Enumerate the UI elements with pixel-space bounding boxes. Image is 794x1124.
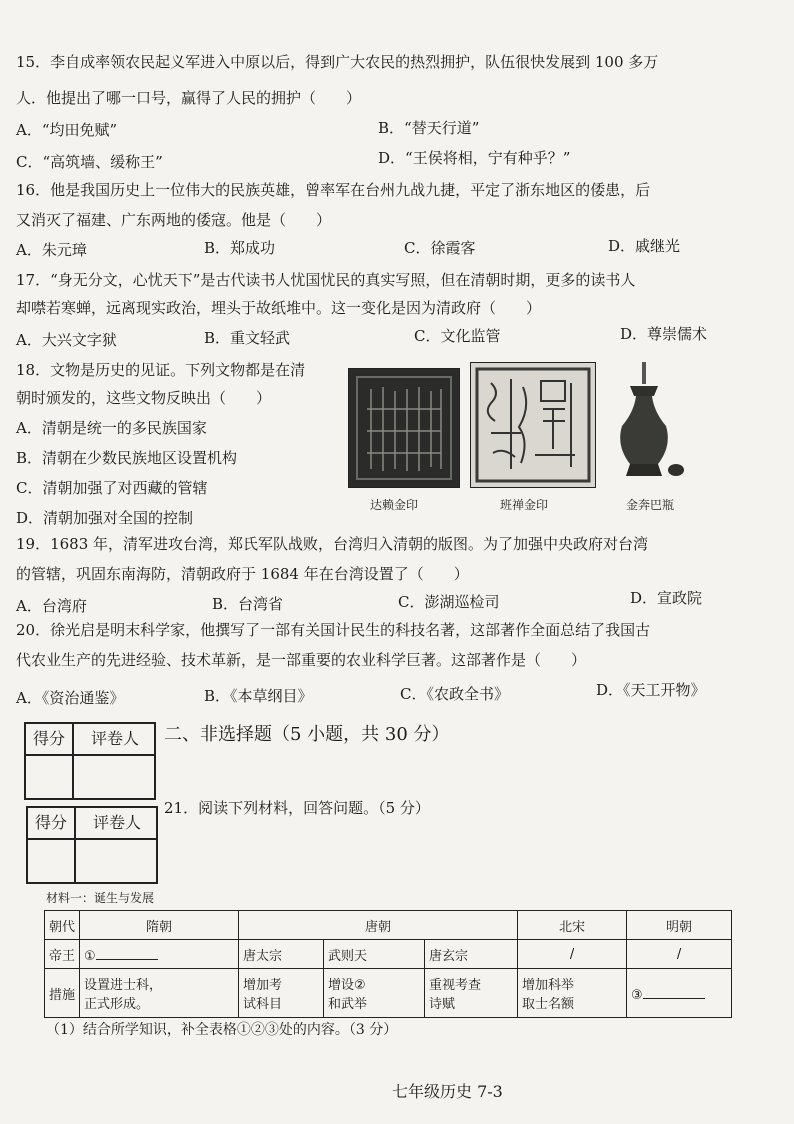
q17-option-c: C．文化监管 (414, 327, 501, 345)
taizong-measure-line2: 试科目 (243, 997, 283, 1012)
dalai-gold-seal-image (348, 368, 460, 488)
cell-header-measure: 措施 (45, 969, 80, 1018)
cell-xuanzong-measure (425, 969, 518, 1018)
exam-system-table (44, 910, 732, 1018)
grader-label: 评卷人 (90, 729, 139, 748)
q15-stem-line2: 人．他提出了哪一口号，赢得了人民的拥护（ ） (16, 89, 362, 107)
material1-title: 材料一：诞生与发展 (46, 891, 155, 905)
cell-tang-taizong: 唐太宗 (239, 940, 324, 969)
q18-option-b: B．清朝在少数民族地区设置机构 (16, 449, 238, 467)
q20-option-a: A．《资治通鉴》 (16, 689, 125, 707)
score-label: 得分 (34, 813, 67, 832)
cell-ming: 明朝 (627, 911, 732, 940)
xuanzong-measure-line1: 重视考查 (429, 978, 482, 993)
q17-stem-line2: 却噤若寒蝉，远离现实政治，埋头于故纸堆中。这一变化是因为清政府（ ） (16, 299, 542, 317)
q15-stem-line1: 15．李自成率领农民起义军进入中原以后，得到广大农民的热烈拥护，队伍很快发展到 100 多万 (16, 53, 659, 71)
cell-ming-emperor: / (627, 940, 732, 969)
score-box-section2 (24, 722, 156, 800)
cell-song-measure (518, 969, 627, 1018)
q18-option-a: A．清朝是统一的多民族国家 (16, 419, 207, 437)
q18-stem-line2: 朝时颁发的，这些文物反映出（ ） (16, 389, 272, 407)
sui-measure-line1: 设置进士科， (84, 978, 163, 993)
q16-stem-line2: 又消灭了福建、广东两地的倭寇。他是（ ） (16, 211, 332, 229)
q19-option-d: D．宣政院 (630, 589, 703, 607)
taizong-measure-line1: 增加考 (243, 978, 283, 993)
q19-option-b: B．台湾省 (212, 595, 284, 613)
cell-song-emperor: / (518, 940, 627, 969)
q20-option-b: B．《本草纲目》 (204, 687, 313, 705)
blank-3-label: ③ (631, 987, 643, 1003)
cell-sui-measure (80, 969, 239, 1018)
q17-option-a: A．大兴文字狱 (16, 331, 117, 349)
q18-option-c: C．清朝加强了对西藏的管辖 (16, 479, 208, 497)
q19-option-c: C．澎湖巡检司 (398, 593, 500, 611)
q16-option-d: D．戚继光 (608, 237, 681, 255)
q20-stem-line2: 代农业生产的先进经验、技术革新，是一部重要的农业科学巨著。这部著作是（ ） (16, 651, 587, 669)
page-footer: 七年级历史 7-3 (392, 1082, 503, 1101)
cell-tang: 唐朝 (239, 911, 518, 940)
q18-stem-line1: 18．文物是历史的见证。下列文物都是在清 (16, 361, 306, 379)
score-box-q21 (26, 806, 158, 884)
q15-option-d: D．“王侯将相，宁有种乎？” (378, 149, 571, 167)
sui-measure-line2: 正式形成。 (84, 997, 150, 1012)
q21-subquestion-1: （1）结合所学知识，补全表格①②③处的内容。（3 分） (46, 1022, 398, 1038)
song-measure-line1: 增加科举 (522, 978, 575, 993)
cell-wuzetian-measure (324, 969, 425, 1018)
q20-stem-line1: 20．徐光启是明末科学家，他撰写了一部有关国计民生的科技名著，这部著作全面总结了我国古 (16, 621, 651, 639)
cell-header-emperor: 帝王 (45, 940, 80, 969)
q17-option-b: B．重文轻武 (204, 329, 291, 347)
dalai-seal-caption: 达赖金印 (370, 498, 419, 512)
q19-stem-line1: 19．1683 年，清军进攻台湾，郑氏军队战败，台湾归入清朝的版图。为了加强中央政府对台湾 (16, 535, 649, 553)
section2-title: 二、非选择题（5 小题，共 30 分） (164, 724, 450, 745)
q20-option-c: C．《农政全书》 (400, 685, 509, 703)
q16-option-a: A．朱元璋 (16, 241, 87, 259)
cell-tang-xuanzong: 唐玄宗 (425, 940, 518, 969)
q16-stem-line1: 16．他是我国历史上一位伟大的民族英雄，曾率军在台州九战九捷，平定了浙东地区的倭患，后 (16, 181, 651, 199)
score-label: 得分 (32, 729, 65, 748)
wuzetian-measure-line1: 增设② (328, 978, 366, 993)
blank-1-label: ① (84, 948, 96, 964)
q17-option-d: D．尊崇儒术 (620, 325, 708, 343)
cell-header-dynasty: 朝代 (45, 911, 80, 940)
cell-wu-zetian: 武则天 (324, 940, 425, 969)
q16-option-b: B．郑成功 (204, 239, 276, 257)
wuzetian-measure-line2: 和武举 (328, 997, 368, 1012)
cell-sui-emperor (80, 940, 239, 969)
cell-northern-song: 北宋 (518, 911, 627, 940)
q18-option-d: D．清朝加强对全国的控制 (16, 509, 194, 527)
q15-option-c: C．“高筑墙、缓称王” (16, 153, 163, 171)
grader-label: 评卷人 (92, 813, 141, 832)
cell-ming-measure (627, 969, 732, 1018)
q16-option-c: C．徐霞客 (404, 239, 476, 257)
blank-3-line (643, 984, 705, 999)
golden-urn-image (612, 360, 692, 490)
q20-option-d: D．《天工开物》 (596, 681, 706, 699)
q15-option-a: A．“均田免赋” (16, 121, 118, 139)
q15-option-b: B．“替天行道” (378, 119, 480, 137)
panchen-seal-caption: 班禅金印 (500, 498, 549, 512)
q19-option-a: A．台湾府 (16, 597, 87, 615)
xuanzong-measure-line2: 诗赋 (429, 997, 456, 1012)
cell-sui: 隋朝 (80, 911, 239, 940)
song-measure-line2: 取士名额 (522, 997, 575, 1012)
blank-1-line (96, 945, 158, 960)
q21-title: 21．阅读下列材料，回答问题。（5 分） (164, 799, 430, 817)
q17-stem-line1: 17．“身无分文，心忧天下”是古代读书人忧国忧民的真实写照，但在清朝时期，更多的读书人 (16, 271, 636, 289)
panchen-gold-seal-image (470, 362, 596, 488)
golden-urn-caption: 金奔巴瓶 (626, 498, 675, 512)
q19-stem-line2: 的管辖，巩固东南海防，清朝政府于 1684 年在台湾设置了（ ） (16, 565, 469, 583)
cell-taizong-measure (239, 969, 324, 1018)
